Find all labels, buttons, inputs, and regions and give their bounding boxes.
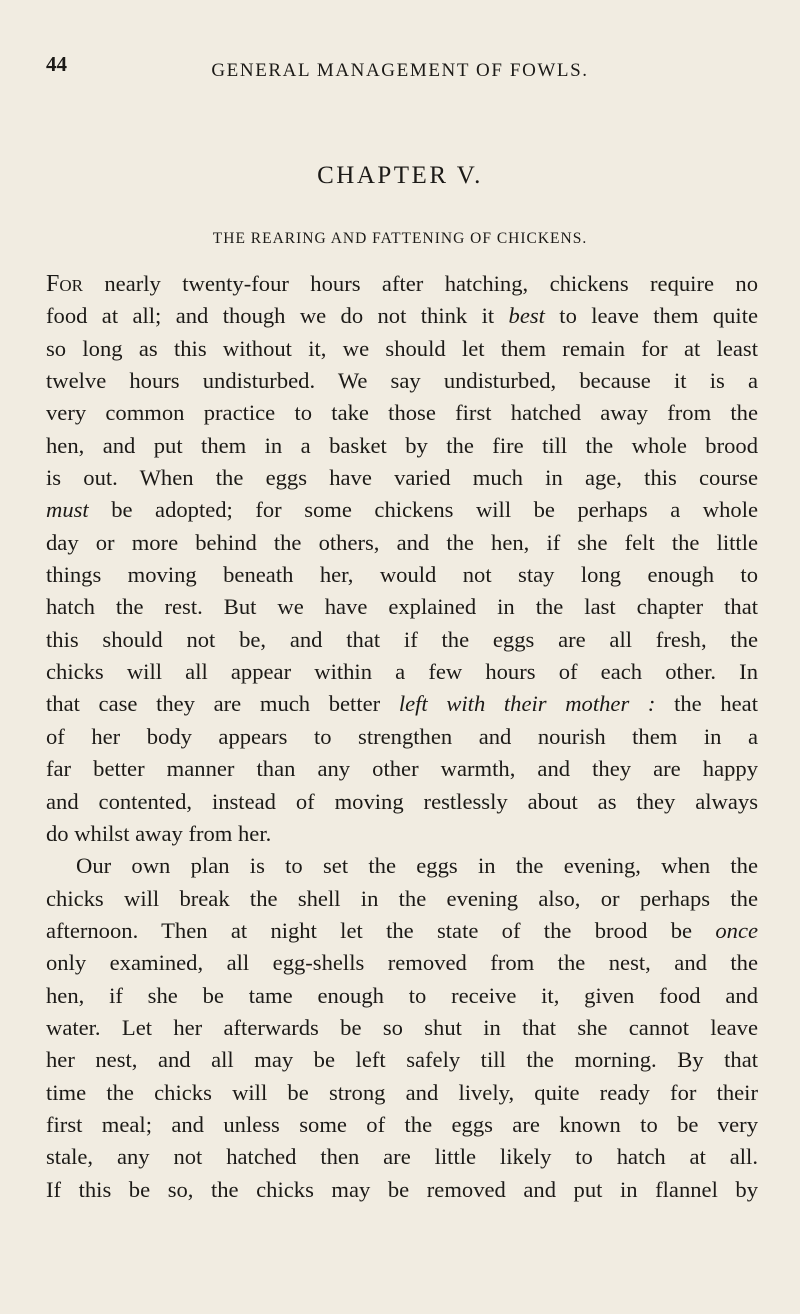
text-segment: time the chicks will be strong and lively, quite ready for their bbox=[46, 1079, 758, 1105]
text-line bbox=[46, 850, 758, 882]
text-line bbox=[46, 430, 758, 462]
text-segment: do whilst away from her. bbox=[46, 820, 272, 846]
text-segment: this should not be, and that if the eggs are all fresh, the bbox=[46, 626, 758, 652]
text-line bbox=[46, 721, 758, 753]
text-line bbox=[46, 980, 758, 1012]
text-line bbox=[46, 559, 758, 591]
text-segment: and contented, instead of moving restlessly about as they always bbox=[46, 788, 758, 814]
italic-text: left with their mother : bbox=[398, 691, 656, 717]
text-segment: is out. When the eggs have varied much in age, this course bbox=[46, 465, 758, 491]
text-line bbox=[46, 688, 758, 720]
text-line bbox=[46, 527, 758, 559]
body-text bbox=[46, 268, 758, 1206]
text-segment: If this be so, the chicks may be removed and put in flannel by bbox=[46, 1176, 758, 1202]
text-line bbox=[46, 300, 758, 332]
text-segment: far better manner than any other warmth, and they are happy bbox=[46, 756, 758, 782]
text-line bbox=[46, 1141, 758, 1173]
chapter-title: CHAPTER V. bbox=[317, 162, 483, 189]
text-segment: Our own plan is to set the eggs in the evening, when the bbox=[76, 853, 758, 879]
text-segment: food at all; and though we do not think it bbox=[46, 303, 509, 329]
page-number: 44 bbox=[46, 52, 67, 76]
text-line bbox=[46, 883, 758, 915]
text-line bbox=[46, 656, 758, 688]
text-line bbox=[46, 753, 758, 785]
text-segment: the heat bbox=[655, 691, 758, 717]
text-segment: first meal; and unless some of the eggs are known to be very bbox=[46, 1111, 758, 1137]
text-segment: hen, and put them in a basket by the fire till the whole brood bbox=[46, 432, 758, 458]
text-line bbox=[46, 494, 758, 526]
text-segment: to leave them quite bbox=[544, 303, 758, 329]
text-line bbox=[46, 462, 758, 494]
text-segment: hen, if she be tame enough to receive it, given food and bbox=[46, 982, 758, 1008]
text-line bbox=[46, 268, 758, 300]
italic-text: best bbox=[508, 303, 545, 329]
text-line bbox=[46, 591, 758, 623]
chapter-subtitle: THE REARING AND FATTENING OF CHICKENS. bbox=[212, 230, 588, 247]
text-segment: hatch the rest. But we have explained in the last chapter that bbox=[46, 594, 758, 620]
text-segment: that case they are much better bbox=[46, 691, 399, 717]
text-segment: stale, any not hatched then are little likely to hatch at all. bbox=[46, 1144, 758, 1170]
text-line bbox=[46, 786, 758, 818]
text-segment: only examined, all egg-shells removed from the nest, and the bbox=[46, 950, 758, 976]
text-line bbox=[46, 1109, 758, 1141]
text-line bbox=[46, 818, 758, 850]
text-line bbox=[46, 947, 758, 979]
text-segment: chicks will break the shell in the evening also, or perhaps the bbox=[46, 885, 758, 911]
text-line bbox=[46, 915, 758, 947]
text-line bbox=[46, 1012, 758, 1044]
text-segment: so long as this without it, we should let them remain for at least bbox=[46, 335, 758, 361]
small-caps-text: For bbox=[46, 271, 83, 297]
text-line bbox=[46, 1044, 758, 1076]
text-segment: of her body appears to strengthen and nourish them in a bbox=[46, 723, 758, 749]
text-line bbox=[46, 1174, 758, 1206]
text-segment: afternoon. Then at night let the state of the brood be bbox=[46, 917, 716, 943]
italic-text: must bbox=[46, 497, 89, 523]
text-line bbox=[46, 365, 758, 397]
text-segment: day or more behind the others, and the hen, if she felt the little bbox=[46, 529, 758, 555]
text-segment: water. Let her afterwards be so shut in that she cannot leave bbox=[46, 1014, 758, 1040]
text-segment: things moving beneath her, would not stay long enough to bbox=[46, 562, 758, 588]
text-line bbox=[46, 397, 758, 429]
text-segment: nearly twenty-four hours after hatching, chickens require no bbox=[82, 271, 758, 296]
text-line bbox=[46, 624, 758, 656]
text-line bbox=[46, 1077, 758, 1109]
text-segment: twelve hours undisturbed. We say undisturbed, because it is a bbox=[46, 368, 758, 394]
text-segment: chicks will all appear within a few hours of each other. In bbox=[46, 659, 758, 685]
text-segment: be adopted; for some chickens will be perhaps a whole bbox=[88, 497, 758, 523]
running-head: GENERAL MANAGEMENT OF FOWLS. bbox=[211, 60, 589, 81]
text-line bbox=[46, 333, 758, 365]
text-segment: very common practice to take those first hatched away from the bbox=[46, 400, 758, 426]
text-segment: her nest, and all may be left safely till the morning. By that bbox=[46, 1047, 758, 1073]
italic-text: once bbox=[715, 917, 758, 943]
